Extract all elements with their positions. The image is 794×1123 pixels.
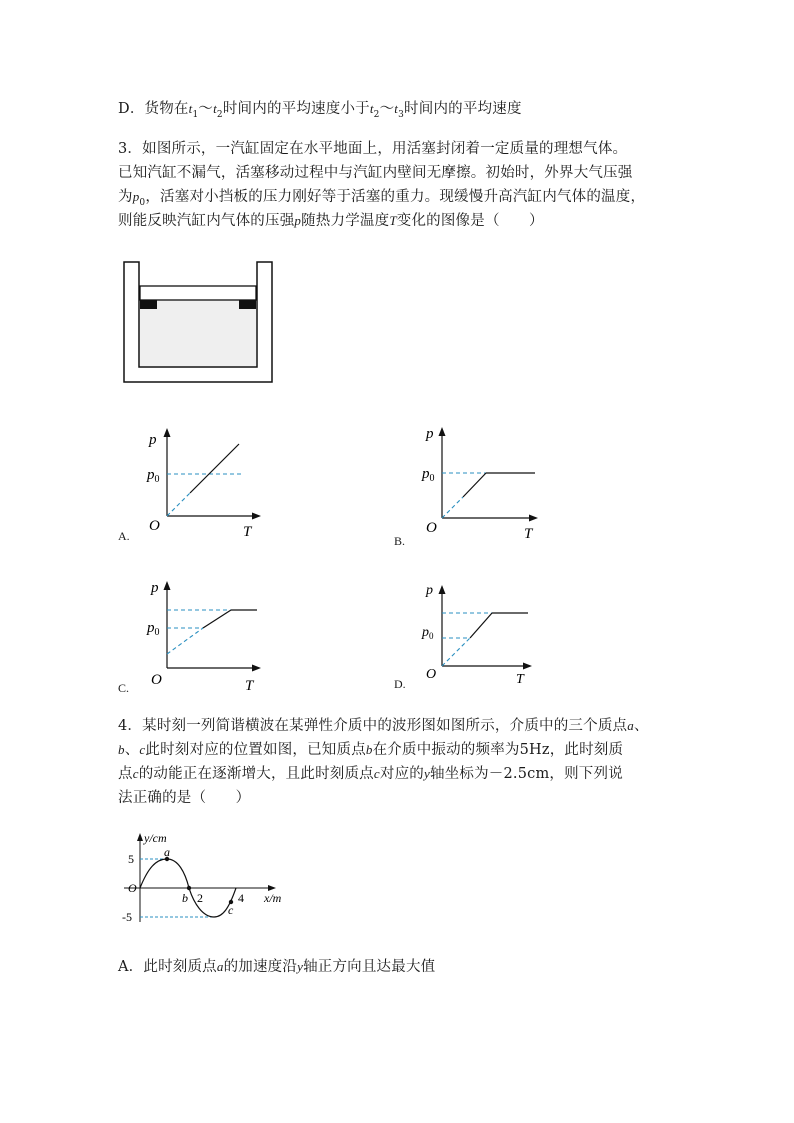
option-b-label: B.: [394, 534, 406, 548]
q4-option-a: A．此时刻质点a的加速度沿y轴正方向且达最大值: [118, 959, 436, 975]
svg-text:y/cm: y/cm: [144, 831, 167, 845]
q4-line-1: 4．某时刻一列简谐横波在某弹性介质中的波形图如图所示，介质中的三个质点a、: [118, 718, 649, 734]
q3-line-4: 则能反映汽缸内气体的压强p随热力学温度T变化的图像是（ ）: [118, 213, 544, 229]
q4-line-4: 法正确的是（ ）: [118, 790, 251, 806]
svg-text:p: p: [426, 426, 434, 442]
svg-text:p: p: [151, 580, 159, 596]
svg-text:p0: $p_0$: [147, 467, 160, 485]
svg-text:b: b: [182, 891, 188, 905]
svg-text:O: O: [426, 520, 437, 536]
svg-text:p0: $p_0$: [422, 466, 435, 484]
wave-diagram: [118, 830, 298, 930]
option-d-label: D.: [394, 677, 406, 691]
svg-text:5: 5: [128, 852, 134, 866]
svg-text:T: T: [524, 526, 533, 542]
svg-text:T: T: [243, 524, 252, 540]
svg-text:O: O: [151, 672, 162, 688]
cylinder-diagram: [120, 258, 280, 388]
option-a-label: A.: [118, 529, 130, 543]
graph-d: [420, 580, 545, 690]
q4-line-3: 点c的动能正在逐渐增大，且此时刻质点c对应的y轴坐标为－2.5cm，则下列说: [118, 766, 623, 782]
svg-text:p0: $p_0$: [422, 625, 434, 641]
svg-text:x/m: x/m: [264, 891, 282, 905]
svg-text:2: 2: [197, 891, 203, 905]
q3-line-2: 已知汽缸不漏气，活塞移动过程中与汽缸内壁间无摩擦。初始时，外界大气压强: [118, 165, 633, 181]
svg-text:O: O: [149, 518, 160, 534]
svg-text:p: p: [426, 583, 433, 598]
option-d-previous: D．货物在$t_1\sim t_2$时间内的平均速度小于$t_2\sim t_3$时间内的平均速度: [118, 101, 522, 120]
svg-text:p0: $p_0$: [147, 620, 160, 638]
q3-line-1: 3．如图所示，一汽缸固定在水平地面上，用活塞封闭着一定质量的理想气体。: [118, 141, 628, 157]
svg-text:c: c: [228, 903, 234, 917]
q3-line-3: 为$p_0$，活塞对小挡板的压力刚好等于活塞的重力。现缓慢升高汽缸内气体的温度，: [118, 189, 646, 208]
svg-text:-5: -5: [122, 910, 132, 924]
svg-text:T: T: [245, 678, 254, 694]
svg-text:4: 4: [238, 891, 244, 905]
graph-a: [145, 424, 265, 540]
option-c-label: C.: [118, 681, 130, 695]
q4-line-2: b、c此时刻对应的位置如图，已知质点b在介质中振动的频率为5Hz，此时刻质: [118, 742, 624, 758]
axis-label-p: p: [149, 432, 157, 448]
svg-text:O: O: [426, 667, 437, 682]
svg-text:O: O: [128, 881, 137, 895]
graph-c: [145, 576, 270, 694]
svg-text:a: a: [164, 845, 170, 859]
svg-text:T: T: [516, 672, 524, 687]
point-b: [187, 886, 191, 890]
graph-b: [420, 422, 550, 542]
